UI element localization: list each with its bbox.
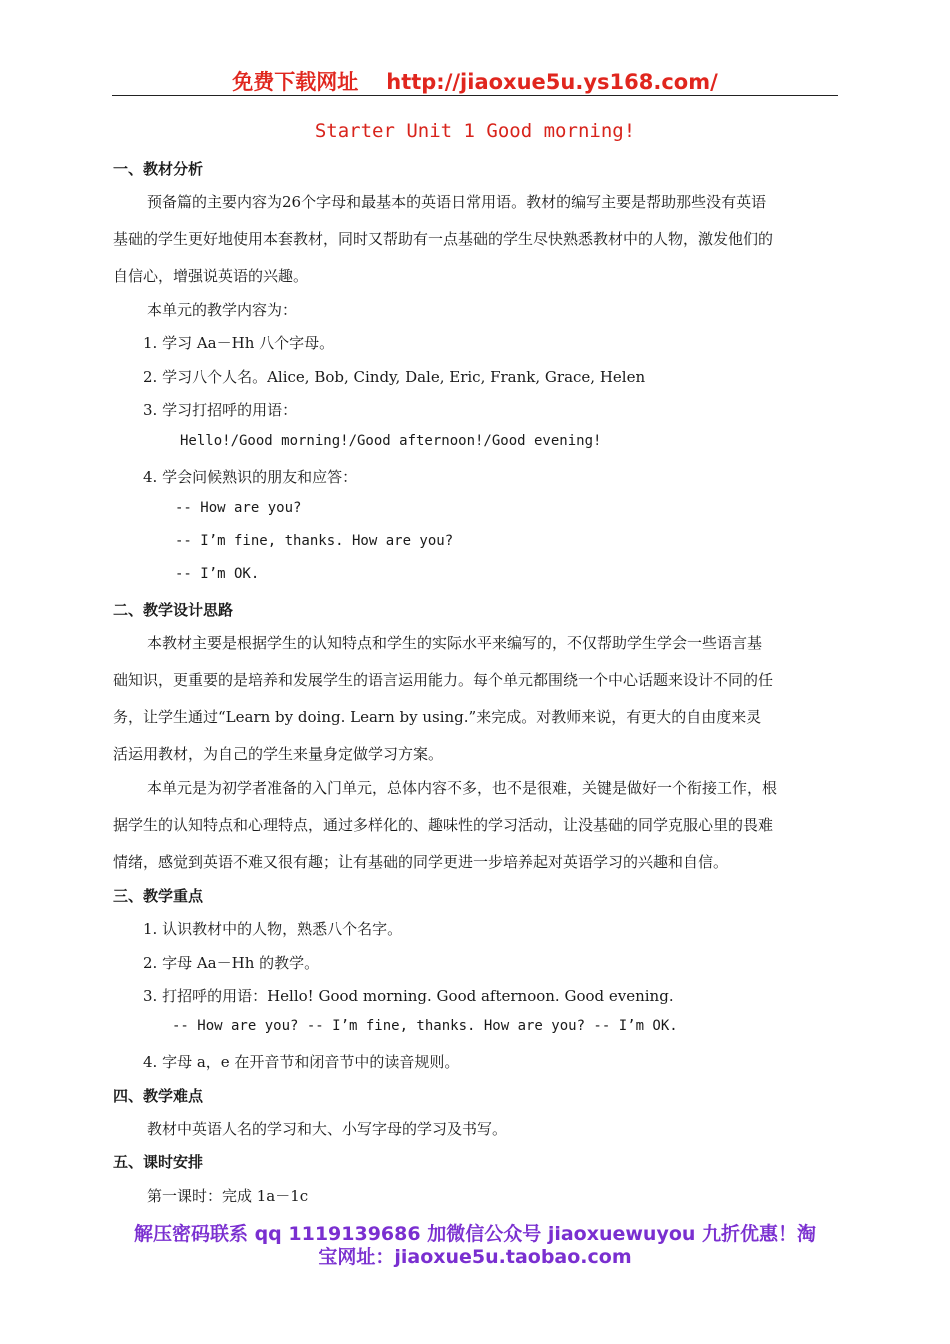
s1-list-item: 1. 学习 Aa－Hh 八个字母。 <box>143 334 335 352</box>
header-divider <box>112 95 838 96</box>
page-header <box>0 66 950 96</box>
s2-paragraph-line: 本教材主要是根据学生的认知特点和学生的实际水平来编写的，不仅帮助学生学会一些语言基 <box>147 634 763 652</box>
s1-greetings: Hello!/Good morning!/Good afternoon!/Good evening! <box>180 433 602 449</box>
footer-line-2: 宝网址：jiaoxue5u.taobao.com <box>318 1246 632 1268</box>
s1-paragraph-line: 自信心，增强说英语的兴趣。 <box>113 267 309 285</box>
header-site-label: 免费下载网址 <box>232 70 359 94</box>
s3-list-item: 4. 字母 a，e 在开音节和闭音节中的读音规则。 <box>143 1053 460 1071</box>
document-title: Starter Unit 1 Good morning! <box>314 120 636 142</box>
s2-paragraph-line: 务，让学生通过“Learn by doing. Learn by using.”来完成。对教师来说，有更大的自由度来灵 <box>113 708 762 726</box>
s2-paragraph-line: 据学生的认知特点和心理特点，通过多样化的、趣味性的学习活动，让没基础的同学克服心里的畏难 <box>113 816 774 834</box>
s3-list-item: 3. 打招呼的用语：Hello! Good morning. Good afternoon. Good evening. <box>143 987 674 1005</box>
s1-dialog-line: -- How are you? <box>175 500 302 516</box>
s4-paragraph: 教材中英语人名的学习和大、小写字母的学习及书写。 <box>147 1120 508 1138</box>
s2-paragraph-line: 活运用教材，为自己的学生来量身定做学习方案。 <box>113 745 444 763</box>
header-url-link[interactable]: http://jiaoxue5u.ys168.com/ <box>386 70 718 94</box>
s1-list-item: 2. 学习八个人名。Alice, Bob, Cindy, Dale, Eric, Frank, Grace, Helen <box>143 368 646 386</box>
section-2-heading: 二、教学设计思路 <box>113 601 234 619</box>
s1-dialog-line: -- I’m fine, thanks. How are you? <box>175 533 454 549</box>
section-5-heading: 五、课时安排 <box>113 1153 204 1171</box>
s1-list-item: 3. 学习打招呼的用语： <box>143 401 298 419</box>
section-3-heading: 三、教学重点 <box>113 887 204 905</box>
s1-content-intro: 本单元的教学内容为： <box>147 301 298 319</box>
s3-list-item: 2. 字母 Aa－Hh 的教学。 <box>143 954 320 972</box>
s2-paragraph-line: 础知识，更重要的是培养和发展学生的语言运用能力。每个单元都围绕一个中心话题来设计不同的任 <box>113 671 774 689</box>
s1-paragraph-line: 基础的学生更好地使用本套教材，同时又帮助有一点基础的学生尽快熟悉教材中的人物，激发他们的 <box>113 230 774 248</box>
s2-paragraph-line: 本单元是为初学者准备的入门单元，总体内容不多，也不是很难，关键是做好一个衔接工作，根 <box>147 779 778 797</box>
section-1-heading: 一、教材分析 <box>113 160 204 178</box>
s3-dialog-line: -- How are you? -- I’m fine, thanks. How are you? -- I’m OK. <box>172 1018 678 1034</box>
s1-paragraph-line: 预备篇的主要内容为26个字母和最基本的英语日常用语。教材的编写主要是帮助那些没有英语 <box>147 193 767 211</box>
s3-list-item: 1. 认识教材中的人物，熟悉八个名字。 <box>143 920 403 938</box>
s5-paragraph: 第一课时：完成 1a－1c <box>147 1187 309 1205</box>
s1-list-item: 4. 学会问候熟识的朋友和应答： <box>143 468 358 486</box>
section-4-heading: 四、教学难点 <box>113 1087 204 1105</box>
s1-dialog-line: -- I’m OK. <box>175 566 260 582</box>
footer-line-1: 解压密码联系 qq 1119139686 加微信公众号 jiaoxuewuyou 九折优惠！淘 <box>133 1223 817 1245</box>
s2-paragraph-line: 情绪，感觉到英语不难又很有趣；让有基础的同学更进一步培养起对英语学习的兴趣和自信。 <box>113 853 729 871</box>
